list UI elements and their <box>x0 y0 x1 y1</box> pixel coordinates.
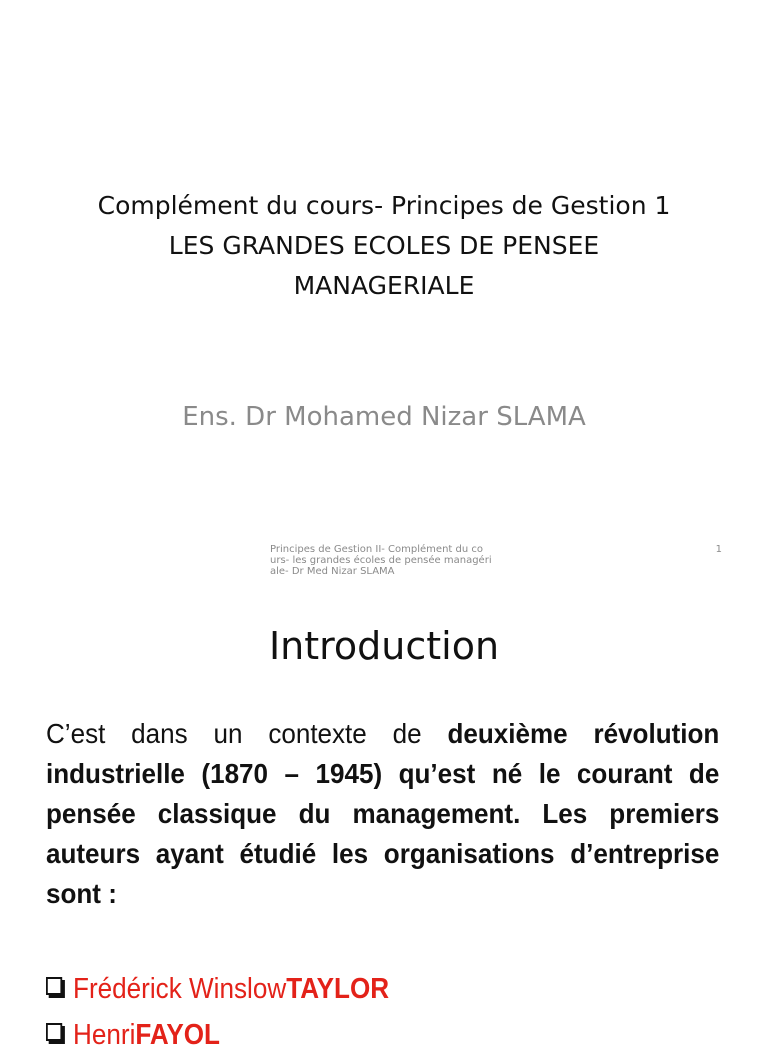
slide-subtitle: Ens. Dr Mohamed Nizar SLAMA <box>182 402 586 432</box>
title-line-2: LES GRANDES ECOLES DE PENSEE <box>168 231 600 260</box>
author-first-name: Frédérick Winslow <box>73 973 287 1005</box>
slide-2 <box>0 592 768 1051</box>
footer-line-3: ale- Dr Med Nizar SLAMA <box>270 566 395 577</box>
slide-title <box>40 186 728 306</box>
paragraph-intro: C’est dans un contexte de <box>46 718 448 749</box>
author-list <box>46 966 389 1058</box>
author-last-name: TAYLOR <box>286 973 390 1005</box>
title-line-3: MANAGERIALE <box>293 271 475 300</box>
intro-paragraph <box>46 714 719 914</box>
author-first-name: Henri <box>73 1019 136 1051</box>
page-number: 1 <box>715 544 722 555</box>
checkbox-bullet-icon <box>46 977 62 995</box>
checkbox-bullet-icon <box>46 1023 62 1041</box>
author-last-name: FAYOL <box>135 1019 220 1051</box>
footer-line-2: urs- les grandes écoles de pensée managéri <box>270 555 492 566</box>
footer-line-1: Principes de Gestion II- Complément du co <box>270 544 483 555</box>
paragraph-bold: deuxième révolution industrielle (1870 – 1945) qu’est né le courant de pensée classique du management. Les premiers auteurs ayant étudié les organisations d’entreprise sont : <box>46 718 720 909</box>
list-item <box>46 966 389 1012</box>
slide-footer <box>270 544 502 580</box>
title-line-1: Complément du cours- Principes de Gestion 1 <box>97 191 671 220</box>
list-item <box>46 1012 389 1058</box>
slide-title: Introduction <box>268 624 500 668</box>
